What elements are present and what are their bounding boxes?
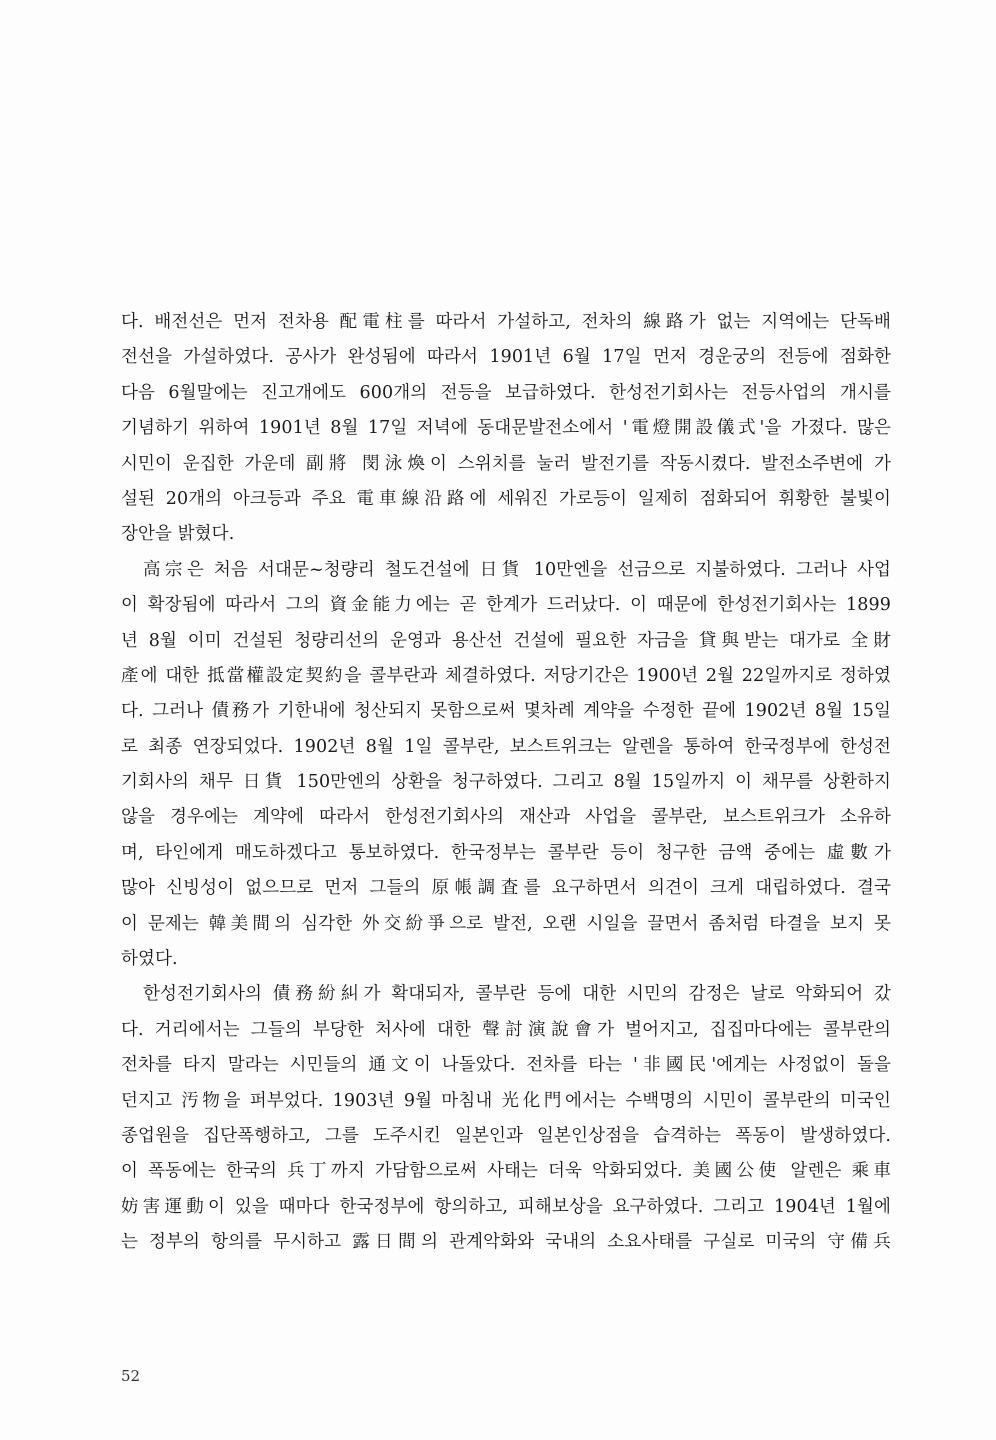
- page-number: 52: [121, 1367, 141, 1385]
- text-line: 妨害運動이 있을 때마다 한국정부에 항의하고, 피해보상을 요구하였다. 그리고 1904년 1월에: [121, 1196, 891, 1217]
- text-line: 며, 타인에게 매도하겠다고 통보하였다. 한국정부는 콜부란 등이 청구한 금액 중에는 虛數가: [121, 842, 891, 863]
- text-line: 던지고 汚物을 퍼부었다. 1903년 9월 마침내 光化門에서는 수백명의 시민이 콜부란의 미국인: [121, 1090, 891, 1111]
- text-line: 이 문제는 韓美間의 심각한 外交紛爭으로 발전, 오랜 시일을 끌면서 좀처럼 타결을 보지 못: [121, 913, 891, 934]
- text-line: 기회사의 채무 日貨 150만엔의 상환을 청구하였다. 그리고 8월 15일까지 이 채무를 상환하지: [121, 772, 891, 793]
- text-line: 않을 경우에는 계약에 따라서 한성전기회사의 재산과 사업을 콜부란, 보스트위크가 소유하: [121, 807, 891, 828]
- text-line: 다. 그러나 債務가 기한내에 청산되지 못함으로써 몇차례 계약을 수정한 끝에 1902년 8월 15일: [121, 701, 891, 722]
- text-line: 高宗은 처음 서대문~청량리 철도건설에 日貨 10만엔을 선금으로 지불하였다. 그러나 사업: [143, 559, 891, 580]
- text-line: 많아 신빙성이 없으므로 먼저 그들의 原帳調査를 요구하면서 의견이 크게 대립하였다. 결국: [121, 878, 891, 899]
- text-line: 전차를 타지 말라는 시민들의 通文이 나돌았다. 전차를 타는 '非國民'에게는 사정없이 돌을: [121, 1055, 891, 1076]
- text-line: 설된 20개의 아크등과 주요 電車線沿路에 세워진 가로등이 일제히 점화되어 휘황한 불빛이: [121, 488, 891, 509]
- text-line: 다음 6월말에는 진고개에도 600개의 전등을 보급하였다. 한성전기회사는 전등사업의 개시를: [121, 382, 891, 403]
- text-line: 종업원을 집단폭행하고, 그를 도주시킨 일본인과 일본인상점을 습격하는 폭동이 발생하였다.: [121, 1125, 891, 1146]
- text-line: 시민이 운집한 가운데 副將 閔泳煥이 스위치를 눌러 발전기를 작동시켰다. 발전소주변에 가: [121, 453, 891, 474]
- text-line: 다. 배전선은 먼저 전차용 配電柱를 따라서 가설하고, 전차의 線路가 없는 지역에는 단독배: [121, 312, 891, 332]
- text-line: 전선을 가설하였다. 공사가 완성됨에 따라서 1901년 6월 17일 먼저 경운궁의 전등에 점화한: [121, 347, 891, 368]
- text-line: 이 폭동에는 한국의 兵丁까지 가담함으로써 사태는 더욱 악화되었다. 美國公使 알렌은 乘車: [121, 1161, 891, 1182]
- text-line: 는 정부의 항의를 무시하고 露日間의 관계악화와 국내의 소요사태를 구실로 미국의 守備兵: [121, 1232, 891, 1253]
- text-line: 한성전기회사의 債務紛糾가 확대되자, 콜부란 등에 대한 시민의 감정은 날로 악화되어 갔: [143, 984, 891, 1005]
- text-line: 하였다.: [121, 949, 178, 970]
- text-line: 장안을 밝혔다.: [121, 524, 235, 545]
- text-line: 다. 거리에서는 그들의 부당한 처사에 대한 聲討演說會가 벌어지고, 집집마다에는 콜부란의: [121, 1019, 891, 1040]
- text-line: 產에 대한 抵當權設定契約을 콜부란과 체결하였다. 저당기간은 1900년 2월 22일까지로 정하였: [121, 665, 891, 686]
- text-line: 년 8월 이미 건설된 청량리선의 운영과 용산선 건설에 필요한 자금을 貸與받는 대가로 全財: [121, 630, 891, 651]
- text-line: 기념하기 위하여 1901년 8월 17일 저녁에 동대문발전소에서 '電燈開設儀式'을 가졌다. 많은: [121, 418, 891, 439]
- body-text: [121, 305, 891, 1261]
- text-line: 이 확장됨에 따라서 그의 資金能力에는 곧 한계가 드러났다. 이 때문에 한성전기회사는 1899: [121, 595, 891, 616]
- text-line: 로 최종 연장되었다. 1902년 8월 1일 콜부란, 보스트위크는 알렌을 통하여 한국정부에 한성전: [121, 736, 891, 757]
